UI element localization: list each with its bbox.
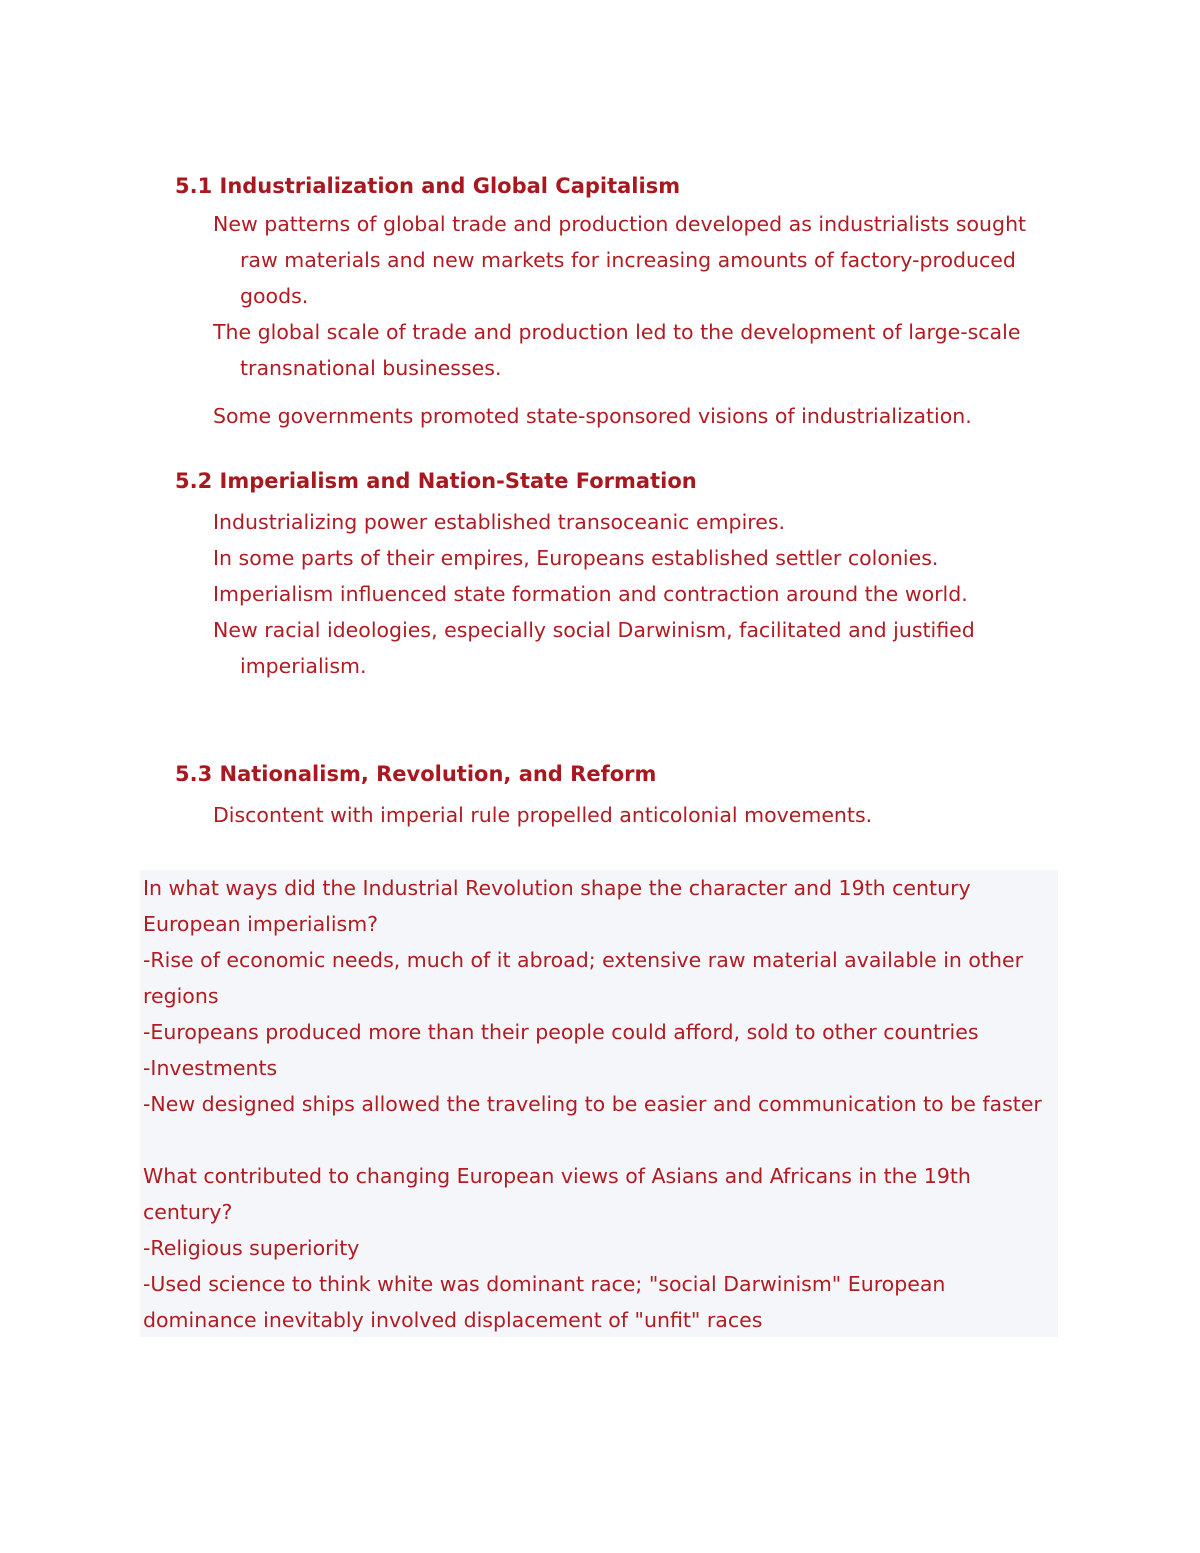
section-heading: 5.1 Industrialization and Global Capitalism — [175, 174, 681, 198]
qa-block — [140, 1158, 1058, 1338]
section-heading: 5.3 Nationalism, Revolution, and Reform — [175, 762, 657, 786]
qa-question: In what ways did the Industrial Revolution shape the character and 19th century European imperialism? — [143, 876, 971, 936]
qa-question: What contributed to changing European views of Asians and Africans in the 19th century? — [143, 1164, 971, 1224]
outline-item: New patterns of global trade and production developed as industrialists sought raw materials and new markets for increasing amounts of factory-produced goods. — [213, 212, 1027, 308]
qa-box — [140, 870, 1058, 1337]
outline-item: The global scale of trade and production led to the development of large-scale transnational businesses. — [213, 320, 1021, 380]
outline-item: In some parts of their empires, Europeans established settler colonies. — [213, 546, 939, 570]
qa-answer: -Europeans produced more than their people could afford, sold to other countries — [143, 1020, 979, 1044]
qa-answer: -Investments — [143, 1056, 278, 1080]
section-5-3 — [175, 760, 1055, 833]
section-5-2 — [175, 467, 1055, 684]
outline-item: Industrializing power established transoceanic empires. — [213, 510, 786, 534]
qa-answer: -Religious superiority — [143, 1236, 360, 1260]
qa-answer: -Used science to think white was dominant race; "social Darwinism" European dominance inevitably involved displacement of "unfit" races — [143, 1272, 946, 1332]
outline-item: Imperialism influenced state formation and contraction around the world. — [213, 582, 968, 606]
outline-item: Discontent with imperial rule propelled anticolonial movements. — [213, 803, 873, 827]
section-5-1 — [175, 172, 1055, 434]
outline-item: Some governments promoted state-sponsored visions of industrialization. — [213, 404, 972, 428]
outline-item: New racial ideologies, especially social Darwinism, facilitated and justified imperialism. — [213, 618, 975, 678]
qa-answer: -New designed ships allowed the traveling to be easier and communication to be faster — [143, 1092, 1042, 1116]
qa-block — [140, 870, 1058, 1122]
section-heading: 5.2 Imperialism and Nation-State Formation — [175, 469, 697, 493]
qa-answer: -Rise of economic needs, much of it abroad; extensive raw material available in other regions — [143, 948, 1024, 1008]
